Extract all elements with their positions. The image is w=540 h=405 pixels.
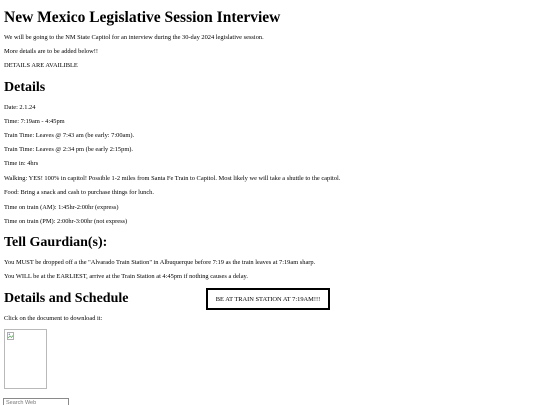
train-station-callout: BE AT TRAIN STATION AT 7:19AM!!! — [206, 288, 330, 310]
download-instruction: Click on the document to download it: — [4, 315, 103, 322]
intro-line-1: We will be going to the NM State Capitol for an interview during the 30-day 2024 legislative session. — [4, 34, 264, 41]
intro-line-2: More details are to be added below!! — [4, 48, 99, 55]
broken-image-icon — [7, 332, 14, 340]
details-item: Train Time: Leaves @ 7:43 am (be early: 7:00am). — [4, 132, 135, 139]
details-item: Time on train (PM): 2:00hr-3:00hr (not express) — [4, 218, 128, 225]
details-item: Train Time: Leaves @ 2:34 pm (be early 2:15pm). — [4, 146, 134, 153]
schedule-heading: Details and Schedule — [4, 291, 129, 306]
page-title: New Mexico Legislative Session Interview — [4, 9, 281, 26]
details-item: Time in: 4hrs — [4, 160, 39, 167]
guardians-heading: Tell Gaurdian(s): — [4, 235, 108, 250]
guardians-item: You MUST be dropped off a the "Alvarado Train Station" in Albuquerque before 7:19 as the train leaves at 7:19am sharp. — [4, 259, 316, 266]
details-item: Date: 2.1.24 — [4, 104, 36, 111]
details-item: Food: Bring a snack and cash to purchase things for lunch. — [4, 189, 154, 196]
details-item: Walking: YES! 100% in capitol! Possible 1-2 miles from Santa Fe Train to Capitol. Most likely we will take a shuttle to the capitol. — [4, 175, 341, 182]
details-item: Time on train (AM): 1:45hr-2:00hr (express) — [4, 204, 119, 211]
document-download-link[interactable] — [4, 329, 47, 389]
search-input[interactable] — [3, 398, 69, 405]
details-heading: Details — [4, 80, 46, 95]
intro-line-3: DETAILS ARE AVAILIBLE — [4, 62, 78, 69]
guardians-item: You WILL be at the EARLIEST, arrive at the Train Station at 4:45pm if nothing causes a delay. — [4, 273, 248, 280]
details-item: Time: 7:19am - 4:45pm — [4, 118, 65, 125]
